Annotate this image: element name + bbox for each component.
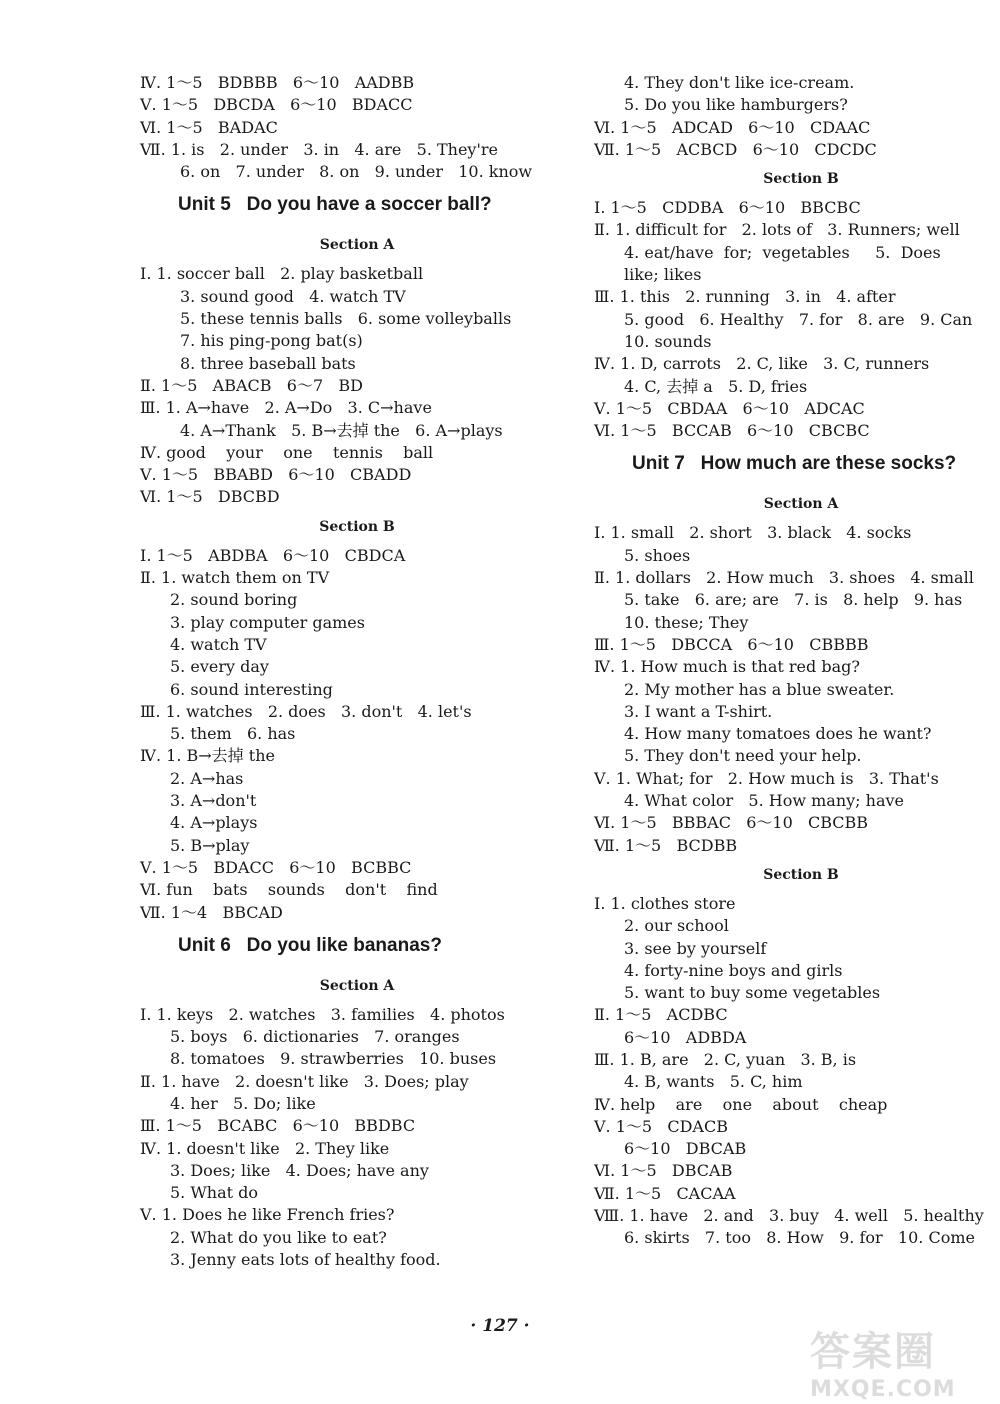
answer-line: Ⅱ. 1. have 2. doesn't like 3. Does; play [140, 1071, 469, 1091]
answer-line: Ⅲ. 1. this 2. running 3. in 4. after [594, 287, 896, 307]
answer-line: Ⅶ. 1～5 BCDBB [594, 835, 738, 855]
answer-line: 3. I want a T-shirt. [624, 701, 773, 721]
answer-line: Ⅲ. 1. watches 2. does 3. don't 4. let's [140, 701, 472, 721]
answer-line: 6. sound interesting [170, 679, 333, 699]
answer-line: Ⅳ. 1. B→去掉 the [140, 746, 275, 766]
section-title: Section B [763, 171, 839, 188]
answer-line: 5. want to buy some vegetables [624, 983, 881, 1003]
answer-line: Ⅶ. 1～5 CACAA [594, 1183, 736, 1203]
answer-line: Ⅲ. 1～5 BCABC 6～10 BBDBC [140, 1116, 416, 1136]
answer-line: 4. C, 去掉 a 5. D, fries [624, 376, 808, 396]
section-title: Section A [763, 496, 839, 513]
answer-line: 5. They don't need your help. [624, 746, 862, 766]
answer-line: 5. every day [170, 657, 269, 677]
answer-line: 4. her 5. Do; like [170, 1093, 316, 1113]
answer-line: Ⅱ. 1～5 ABACB 6～7 BD [140, 375, 363, 395]
answer-line: Ⅴ. 1. Does he like French fries? [140, 1205, 395, 1225]
answer-line: Ⅰ. 1. clothes store [594, 893, 736, 913]
answer-line: Ⅴ. 1～5 BBABD 6～10 CBADD [140, 465, 412, 485]
answer-line: Ⅵ. 1～5 DBCAB [594, 1161, 733, 1181]
section-title: Section A [319, 977, 395, 994]
answer-line: Ⅰ. 1～5 CDDBA 6～10 BBCBC [594, 198, 861, 218]
answer-line: 10. these; They [624, 612, 749, 632]
right-column [594, 72, 994, 1250]
answer-line: Ⅰ. 1. small 2. short 3. black 4. socks [594, 523, 912, 543]
answer-line: 4. How many tomatoes does he want? [624, 724, 932, 744]
answer-line: 7. his ping-pong bat(s) [180, 331, 363, 351]
answer-line: 4. A→plays [170, 813, 258, 833]
answer-line: Ⅷ. 1. have 2. and 3. buy 4. well 5. healthy [594, 1206, 984, 1226]
watermark-bottom-text: MXQE.COM [810, 1377, 956, 1402]
answer-line: Ⅱ. 1. dollars 2. How much 3. shoes 4. small [594, 568, 974, 588]
answer-line: 2. What do you like to eat? [170, 1227, 387, 1247]
answer-line: 4. A→Thank 5. B→去掉 the 6. A→plays [180, 420, 503, 440]
answer-line: 6. on 7. under 8. on 9. under 10. know [180, 162, 533, 182]
answer-line: Ⅵ. 1～5 BADAC [140, 117, 278, 137]
answer-line: 4. forty-nine boys and girls [624, 960, 843, 980]
answer-line: 5. boys 6. dictionaries 7. oranges [170, 1027, 460, 1047]
section-title: Section B [763, 866, 839, 883]
answer-line: 5. these tennis balls 6. some volleyballs [180, 309, 512, 329]
answer-line: 5. shoes [624, 545, 691, 565]
page-number: · 127 · [470, 1316, 530, 1336]
answer-line: Ⅴ. 1～5 CDACB [594, 1116, 728, 1136]
answer-line: Ⅳ. 1. How much is that red bag? [594, 657, 860, 677]
answer-line: Ⅱ. 1～5 ACDBC [594, 1005, 728, 1025]
answer-line: Ⅰ. 1～5 ABDBA 6～10 CBDCA [140, 545, 406, 565]
answer-line: 3. sound good 4. watch TV [180, 286, 406, 306]
answer-line: Ⅰ. 1. keys 2. watches 3. families 4. photos [140, 1004, 505, 1024]
answer-line: Ⅴ. 1～5 BDACC 6～10 BCBBC [140, 857, 412, 877]
answer-line: 3. A→don't [170, 791, 257, 811]
answer-line: 3. play computer games [170, 612, 365, 632]
answer-line: Ⅲ. 1. A→have 2. A→Do 3. C→have [140, 398, 432, 418]
answer-line: Ⅵ. 1～5 DBCBD [140, 487, 280, 507]
unit-title: Unit 7 How much are these socks? [632, 453, 957, 475]
answer-line: 2. A→has [170, 768, 244, 788]
answer-line: 2. My mother has a blue sweater. [624, 679, 895, 699]
answer-line: 6～10 DBCAB [624, 1139, 747, 1159]
watermark-top-text: 答案圈 [810, 1329, 936, 1375]
answer-line: Ⅶ. 1. is 2. under 3. in 4. are 5. They're [140, 139, 498, 159]
answer-line: Ⅵ. 1～5 BBBAC 6～10 CBCBB [594, 813, 869, 833]
answer-line: Ⅳ. 1. D, carrots 2. C, like 3. C, runners [594, 354, 930, 374]
answer-line: Ⅴ. 1～5 CBDAA 6～10 ADCAC [594, 398, 865, 418]
answer-line: 3. Jenny eats lots of healthy food. [170, 1250, 441, 1270]
answer-line: 4. watch TV [170, 634, 267, 654]
unit-title: Unit 6 Do you like bananas? [178, 934, 442, 956]
answer-line: Ⅲ. 1～5 DBCCA 6～10 CBBBB [594, 634, 869, 654]
answer-line: 4. They don't like ice-cream. [624, 73, 855, 92]
answer-line: Ⅳ. good your one tennis ball [140, 442, 434, 462]
answer-line: 4. eat/have for; vegetables 5. Does [624, 242, 941, 262]
answer-line: 6～10 ADBDA [624, 1027, 747, 1047]
answer-line: Ⅶ. 1～5 ACBCD 6～10 CDCDC [594, 139, 877, 159]
answer-line: 5. take 6. are; are 7. is 8. help 9. has [624, 590, 963, 610]
left-column [140, 72, 560, 1271]
answer-line: Ⅵ. fun bats sounds don't find [140, 880, 438, 900]
answer-line: 8. tomatoes 9. strawberries 10. buses [170, 1049, 497, 1069]
answer-line: 5. good 6. Healthy 7. for 8. are 9. Can [624, 309, 973, 329]
section-title: Section A [319, 237, 395, 254]
answer-line: 4. B, wants 5. C, him [624, 1072, 803, 1092]
answer-line: Ⅳ. 1～5 BDBBB 6～10 AADBB [140, 73, 415, 92]
unit-title: Unit 5 Do you have a soccer ball? [178, 194, 492, 216]
answer-line: Ⅳ. help are one about cheap [594, 1094, 888, 1114]
answer-line: Ⅴ. 1～5 DBCDA 6～10 BDACC [140, 95, 413, 115]
section-title: Section B [319, 518, 395, 535]
answer-line: like; likes [624, 265, 702, 285]
answer-line: 3. Does; like 4. Does; have any [170, 1160, 429, 1180]
answer-line: Ⅵ. 1～5 ADCAD 6～10 CDAAC [594, 117, 871, 137]
answer-line: Ⅱ. 1. difficult for 2. lots of 3. Runners; well [594, 220, 960, 240]
answer-line: Ⅲ. 1. B, are 2. C, yuan 3. B, is [594, 1049, 857, 1069]
answer-line: Ⅴ. 1. What; for 2. How much is 3. That's [594, 768, 939, 788]
answer-line: Ⅵ. 1～5 BCCAB 6～10 CBCBC [594, 421, 870, 441]
answer-line: Ⅶ. 1～4 BBCAD [140, 902, 283, 922]
watermark-logo [810, 1320, 990, 1402]
answer-line: 2. our school [624, 916, 729, 936]
answer-line: 3. see by yourself [624, 938, 767, 958]
answer-line: Ⅳ. 1. doesn't like 2. They like [140, 1138, 390, 1158]
answer-line: 5. them 6. has [170, 724, 296, 744]
answer-line: 8. three baseball bats [180, 353, 356, 373]
answer-line: 10. sounds [624, 331, 712, 351]
answer-line: 5. Do you like hamburgers? [624, 95, 848, 115]
answer-line: Ⅰ. 1. soccer ball 2. play basketball [140, 264, 424, 284]
answer-line: 2. sound boring [170, 590, 298, 610]
answer-line: 5. What do [170, 1183, 259, 1203]
answer-line: 4. What color 5. How many; have [624, 791, 905, 811]
answer-line: 5. B→play [170, 835, 250, 855]
answer-line: 6. skirts 7. too 8. How 9. for 10. Come [624, 1228, 975, 1248]
answer-line: Ⅱ. 1. watch them on TV [140, 568, 330, 588]
